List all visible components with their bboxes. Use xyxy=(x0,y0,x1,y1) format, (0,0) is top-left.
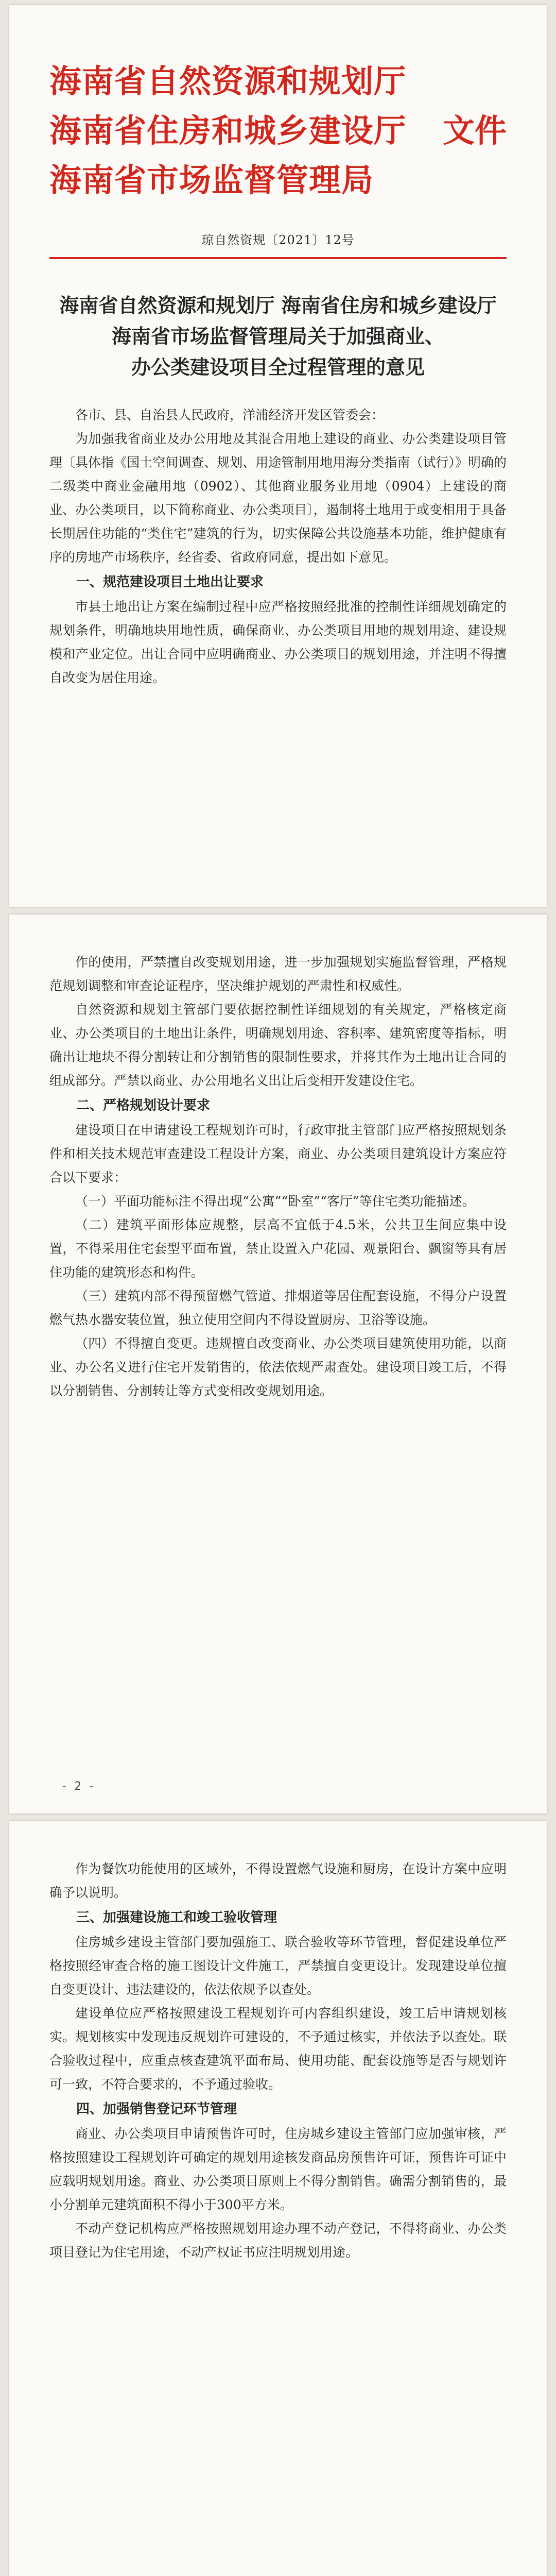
page-1 xyxy=(9,5,547,907)
paragraph: 为加强我省商业及办公用地及其混合用地上建设的商业、办公类建设项目管理〔具体指《国土空间调查、规划、用途管制用地用海分类指南（试行）》明确的二级类中商业金融用地（0902）、其他商业服务业用地（0904）上建设的商业、办公类项目，以下简称商业、办公类项目〕，遏制将土地用于或变相用于具备长期居住功能的“类住宅”建筑的行为，切实保障公共设施基本功能，维护健康有序的房地产市场秩序，经省委、省政府同意，提出如下意见。 xyxy=(49,431,507,565)
section-heading: 三、加强建设施工和竣工验收管理 xyxy=(76,1910,277,1925)
section-heading: 二、严格规划设计要求 xyxy=(76,1098,211,1113)
paragraph: 作为餐饮功能使用的区域外，不得设置燃气设施和厨房，在设计方案中应明确予以说明。 xyxy=(49,1861,507,1900)
page-number: - 2 - xyxy=(61,1780,95,1793)
document-number: 琼自然资规〔2021〕12号 xyxy=(201,233,355,247)
page-3 xyxy=(9,1821,547,2576)
document-type: 文件 xyxy=(442,112,507,149)
issuer-1: 海南省自然资源和规划厅 xyxy=(49,62,407,100)
red-divider xyxy=(49,257,507,259)
section-heading: 四、加强销售登记环节管理 xyxy=(76,2102,237,2117)
document-title xyxy=(49,290,507,383)
paragraph: 不动产登记机构应严格按照规划用途办理不动产登记，不得将商业、办公类项目登记为住宅用途，不动产权证书应注明规划用途。 xyxy=(49,2221,507,2260)
paragraph: （二）建筑平面形体应规整，层高不宜低于4.5米，公共卫生间应集中设置，不得采用住宅套型平面布置，禁止设置入户花园、观景阳台、飘窗等具有居住功能的建筑形态和构件。 xyxy=(49,1217,507,1280)
page-3-body xyxy=(49,1857,507,2264)
title-line-1: 海南省自然资源和规划厅 海南省住房和城乡建设厅 xyxy=(59,294,497,317)
page-2 xyxy=(9,914,547,1814)
paragraph: 市县土地出让方案在编制过程中应严格按照经批准的控制性详细规划确定的规划条件，明确地块用地性质，确保商业、办公类项目用地的规划用途、建设规模和产业定位。出让合同中应明确商业、办公类项目的规划用途，并注明不得擅自改变为居住用途。 xyxy=(49,599,507,685)
page-1-body xyxy=(49,403,507,690)
paragraph: 作的使用，严禁擅自改变规划用途，进一步加强规划实施监督管理，严格规范规划调整和审查论证程序，坚决维护规划的严肃性和权威性。 xyxy=(49,955,507,993)
issuer-3: 海南省市场监督管理局 xyxy=(49,161,374,199)
paragraph: 建设单位应严格按照建设工程规划许可内容组织建设，竣工后申请规划核实。规划核实中发现违反规划许可建设的，不予通过核实，并依法予以查处。联合验收过程中，应重点核查建筑平面布局、使用功能、配套设施等是否与规划许可一致，不符合要求的，不予通过验收。 xyxy=(49,2006,507,2092)
paragraph: （四）不得擅自变更。违规擅自改变商业、办公类项目建筑使用功能，以商业、办公名义进行住宅开发销售的，依法依规严肃查处。建设项目竣工后，不得以分割销售、分割转让等方式变相改变规划用途。 xyxy=(49,1336,507,1398)
paragraph: （三）建筑内部不得预留燃气管道、排烟道等居住配套设施，不得分户设置燃气热水器安装位置，独立使用空间内不得设置厨房、卫浴等设施。 xyxy=(49,1289,507,1327)
paragraph: 商业、办公类项目申请预售许可时，住房城乡建设主管部门应加强审核，严格按照建设工程规划许可确定的规划用途核发商品房预售许可证，预售许可证中应载明规划用途。商业、办公类项目原则上不得分割销售。确需分割销售的，最小分割单元建筑面积不得小于300平方米。 xyxy=(49,2126,507,2212)
title-line-2: 海南省市场监督管理局关于加强商业、 xyxy=(111,325,444,348)
paragraph: 各市、县、自治县人民政府，洋浦经济开发区管委会： xyxy=(75,408,385,422)
title-line-3: 办公类建设项目全过程管理的意见 xyxy=(131,356,425,379)
paragraph: 自然资源和规划主管部门要依据控制性详细规划的有关规定，严格核定商业、办公类项目的土地出让条件，明确规划用途、容积率、建筑密度等指标，明确出让地块不得分割转让和分割销售的限制性要求，并将其作为土地出让合同的组成部分。严禁以商业、办公用地名义出让后变相开发建设住宅。 xyxy=(49,1002,507,1088)
paragraph: （一）平面功能标注不得出现“公寓”“卧室”“客厅”等住宅类功能描述。 xyxy=(75,1194,475,1209)
section-heading: 一、规范建设项目土地出让要求 xyxy=(76,574,264,590)
issuer-block xyxy=(49,57,507,205)
issuer-2: 海南省住房和城乡建设厅 xyxy=(49,112,407,149)
page-2-body xyxy=(49,951,507,1403)
paragraph: 住房城乡建设主管部门要加强施工、联合验收等环节管理，督促建设单位严格按照经审查合格的施工图设计文件施工，严禁擅自变更设计。发现建设单位擅自变更设计、违法建设的，依法依规予以查处。 xyxy=(49,1935,507,1997)
paragraph: 建设项目在申请建设工程规划许可时，行政审批主管部门应严格按照规划条件和相关技术规范审查建设工程设计方案，商业、办公类项目建筑设计方案应符合以下要求： xyxy=(49,1123,507,1185)
